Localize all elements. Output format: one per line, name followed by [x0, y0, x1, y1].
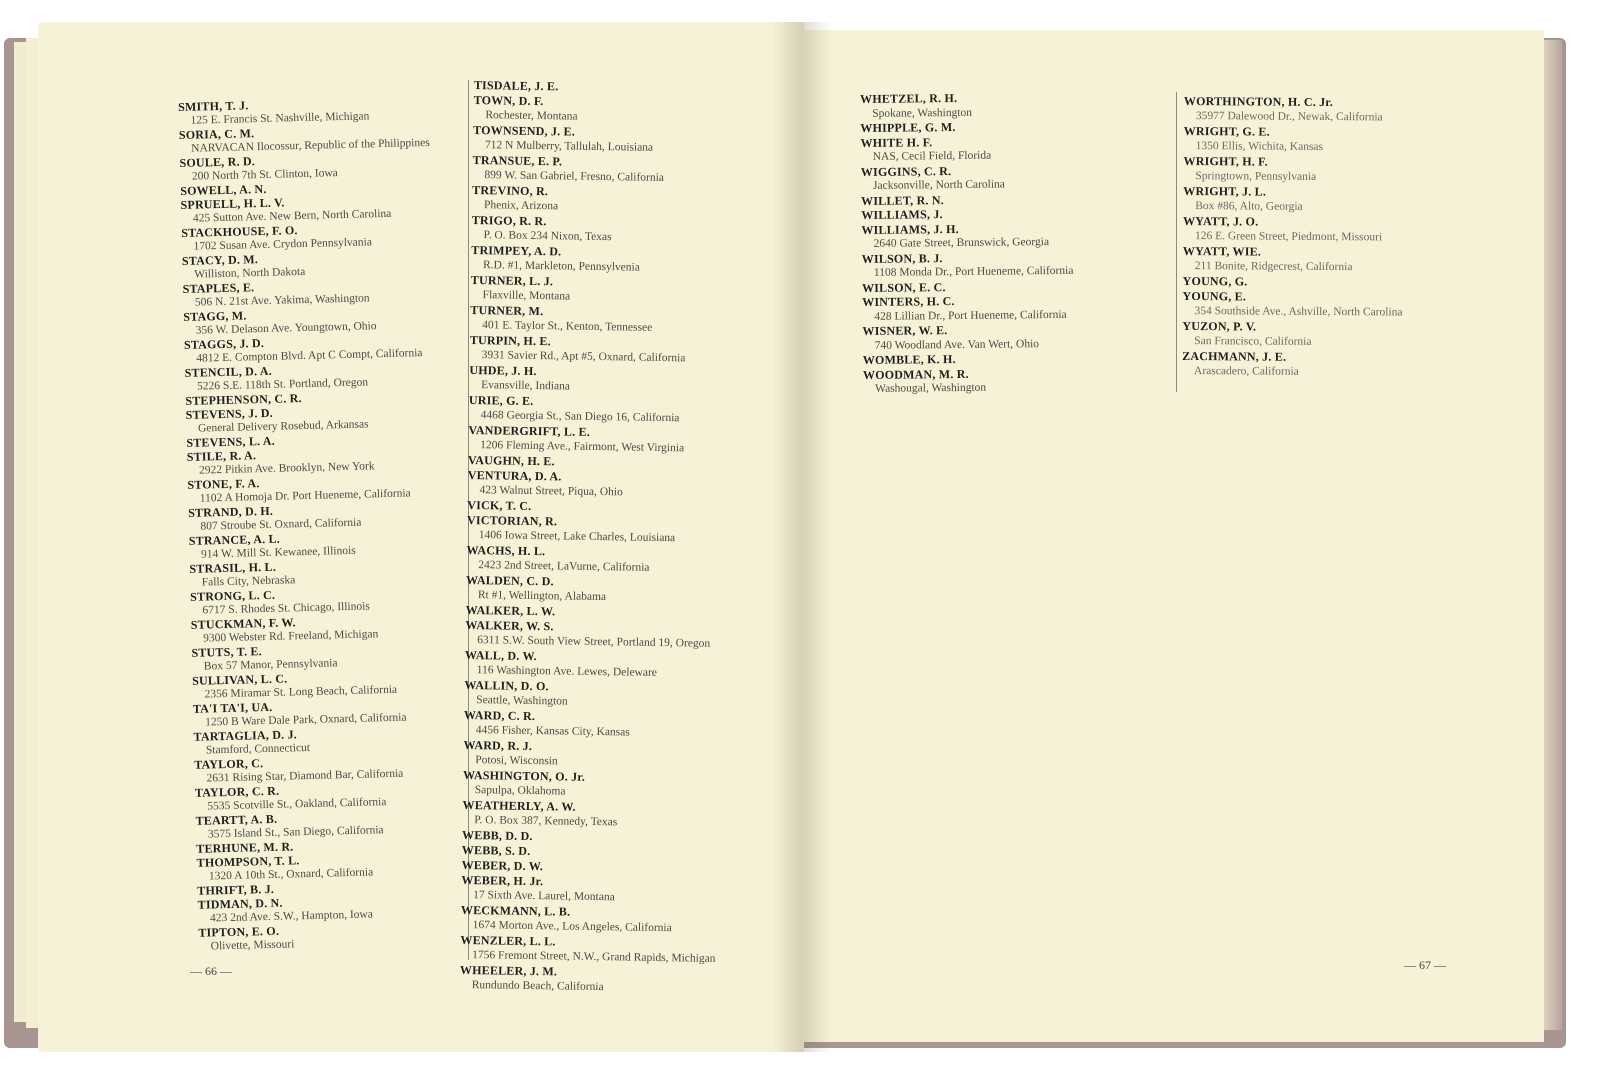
entry-name: STEVENS, L. A.	[186, 433, 276, 450]
entry-name: THRIFT, B. J.	[197, 881, 275, 898]
directory-entry	[862, 248, 1162, 280]
entry-address: 1350 Ellis, Wichita, Kansas	[1195, 140, 1324, 153]
entry-address: 116 Washington Ave. Lewes, Deleware	[476, 664, 658, 679]
entry-name: TREVINO, R.	[472, 182, 549, 199]
entry-name: WRIGHT, J. L.	[1183, 183, 1267, 199]
entry-address: 6311 S.W. South View Street, Portland 19, Oregon	[477, 634, 711, 650]
entry-name: YUZON, P. V.	[1182, 318, 1257, 334]
page-edges-right	[1544, 40, 1562, 1030]
entry-address: 401 E. Taylor St., Kenton, Tennessee	[482, 319, 653, 334]
entry-name: SOWELL, A. N.	[180, 181, 267, 198]
entry-address: 6717 S. Rhodes St. Chicago, Illinois	[202, 600, 370, 617]
entry-name: STAGGS, J. D.	[183, 335, 265, 352]
entry-name: WEBER, D. W.	[461, 857, 544, 874]
entry-name: WECKMANN, L. B.	[460, 902, 571, 919]
entry-name: WILLET, R. N.	[861, 192, 944, 208]
entry-address: 914 W. Mill St. Kewanee, Illinois	[200, 544, 356, 561]
entry-address: 899 W. San Gabriel, Fresno, California	[484, 169, 665, 184]
entry-name: WEBB, S. D.	[461, 842, 531, 858]
entry-name: WIGGINS, C. R.	[860, 163, 952, 179]
entry-address: Springtown, Pennsylvania	[1195, 170, 1317, 183]
book-gutter	[772, 22, 832, 1052]
entry-name: WALDEN, C. D.	[466, 572, 554, 589]
entry-name: WRIGHT, H. F.	[1183, 153, 1268, 169]
page-number-left: — 66 —	[190, 964, 232, 978]
entry-name: ZACHMANN, J. E.	[1182, 348, 1287, 364]
entry-name: TURPIN, H. E.	[469, 332, 551, 349]
entry-address: 1406 Iowa Street, Lake Charles, Louisiana	[478, 529, 676, 545]
directory-entry	[460, 933, 760, 968]
entry-address: 428 Lillian Dr., Port Hueneme, California	[874, 308, 1067, 323]
directory-entry	[471, 243, 771, 278]
entry-address: 1674 Morton Ave., Los Angeles, California	[472, 919, 672, 935]
entry-name: TA'I TA'I, UA.	[192, 699, 273, 716]
entry-name: STENCIL, D. A.	[184, 363, 272, 380]
entry-name: VANDERGRIFT, L. E.	[468, 422, 591, 439]
directory-entry	[1182, 349, 1482, 381]
entry-address: General Delivery Rosebud, Arkansas	[197, 418, 369, 435]
entry-address: 5535 Scotville St., Oakland, California	[207, 796, 387, 813]
directory-entry	[461, 903, 761, 938]
entry-address: 125 E. Francis St. Nashville, Michigan	[190, 110, 370, 127]
directory-entry	[1184, 94, 1484, 126]
entry-name: TIDMAN, D. N.	[197, 895, 283, 912]
entry-address: P. O. Box 387, Kennedy, Texas	[474, 814, 618, 829]
entry-name: YOUNG, E.	[1182, 288, 1247, 304]
entry-name: WEBER, H. Jr.	[461, 872, 544, 889]
entry-name: STAGG, M.	[183, 308, 247, 324]
directory-entry	[465, 648, 765, 683]
directory-entry	[463, 768, 763, 803]
entry-address: Rundundo Beach, California	[471, 979, 604, 994]
directory-entry	[464, 678, 764, 713]
entry-name: TURNER, L. J.	[470, 272, 554, 289]
directory-entry	[860, 89, 1160, 121]
entry-name: WALKER, L. W.	[465, 602, 556, 619]
entry-name: WENZLER, L. L.	[460, 932, 556, 949]
directory-entry	[1182, 319, 1482, 351]
entry-name: TISDALE, J. E.	[473, 78, 559, 94]
entry-name: WILSON, B. J.	[861, 250, 943, 266]
entry-name: STILE, R. A.	[186, 448, 257, 464]
entry-address: 1108 Monda Dr., Port Hueneme, California	[873, 264, 1074, 279]
column-divider-right	[1176, 92, 1177, 392]
entry-address: 2640 Gate Street, Brunswick, Georgia	[873, 236, 1050, 250]
entry-name: VICK, T. C.	[467, 497, 532, 513]
directory-entry	[462, 798, 762, 833]
directory-entry	[473, 123, 773, 158]
entry-name: STUCKMAN, F. W.	[190, 615, 296, 632]
entry-name: THOMPSON, T. L.	[196, 853, 300, 870]
directory-entry	[472, 153, 772, 188]
entry-name: WILSON, E. C.	[861, 279, 946, 295]
entry-name: WYATT, WIE.	[1182, 243, 1262, 259]
entry-name: TRIGO, R. R.	[471, 212, 547, 229]
directory-entry	[862, 292, 1162, 324]
entry-address: Rochester, Montana	[485, 109, 578, 123]
entry-name: TRIMPEY, A. D.	[471, 242, 562, 259]
entry-address: 740 Woodland Ave. Van Wert, Ohio	[874, 337, 1040, 352]
entry-address: Box 57 Manor, Pennsylvania	[203, 657, 338, 673]
entry-address: 3575 Island St., San Diego, California	[207, 824, 384, 841]
entry-name: WEATHERLY, A. W.	[462, 797, 576, 814]
entry-address: 1320 A 10th St., Oxnard, California	[208, 866, 374, 883]
entry-address: 712 N Mulberry, Tallulah, Louisiana	[484, 139, 654, 154]
entry-name: TAYLOR, C. R.	[194, 783, 280, 800]
entry-name: WHETZEL, R. H.	[860, 90, 958, 106]
entry-name: WACHS, H. L.	[466, 542, 546, 559]
directory-entry	[469, 393, 769, 428]
directory-entry	[463, 738, 763, 773]
directory-entry	[470, 273, 770, 308]
entry-address: Stamford, Connecticut	[205, 741, 311, 757]
entry-name: WASHINGTON, O. Jr.	[462, 767, 586, 784]
entry-address: 1250 B Ware Dale Park, Oxnard, California	[205, 711, 407, 729]
directory-entry	[1184, 124, 1484, 156]
directory-entry	[862, 321, 1162, 353]
directory-entry	[1183, 214, 1483, 246]
entry-name: VENTURA, D. A.	[467, 467, 562, 484]
entry-address: 1756 Fremont Street, N.W., Grand Rapids, Michigan	[472, 949, 716, 965]
entry-name: STONE, F. A.	[187, 476, 260, 492]
directory-entry	[860, 132, 1160, 164]
entry-address: 211 Bonite, Ridgecrest, California	[1194, 260, 1353, 274]
entry-address: 356 W. Delason Ave. Youngtown, Ohio	[195, 320, 377, 337]
entry-address: Box #86, Alto, Georgia	[1195, 200, 1303, 213]
entry-address: Potosi, Wisconsin	[475, 754, 558, 768]
entry-address: 807 Stroube St. Oxnard, California	[200, 516, 362, 533]
entry-name: TARTAGLIA, D. J.	[193, 727, 298, 744]
directory-entry	[470, 303, 770, 338]
entry-name: WALLIN, D. O.	[464, 677, 549, 694]
entry-name: WHITE H. F.	[860, 134, 933, 150]
directory-entry	[863, 364, 1163, 396]
entry-name: WALL, D. W.	[464, 647, 537, 664]
entry-address: 354 Southside Ave., Ashville, North Carolina	[1194, 305, 1403, 319]
entry-address: 200 North 7th St. Clinton, Iowa	[191, 167, 338, 183]
directory-entry	[464, 708, 764, 743]
entry-name: WINTERS, H. C.	[862, 294, 955, 309]
entry-address: 9300 Webster Rd. Freeland, Michigan	[203, 628, 379, 645]
entry-address: 2423 2nd Street, LaVurne, California	[478, 559, 650, 574]
entry-address: Jacksonville, North Carolina	[872, 178, 1005, 192]
entry-address: Spokane, Washington	[872, 106, 973, 120]
directory-entry	[861, 219, 1161, 251]
entry-address: R.D. #1, Markleton, Pennsylvenia	[482, 259, 640, 274]
entry-name: STACKHOUSE, F. O.	[181, 223, 298, 240]
entry-name: WILLIAMS, J. H.	[861, 221, 959, 237]
entry-name: WHEELER, J. M.	[459, 962, 558, 979]
directory-entry	[471, 213, 771, 248]
entry-name: WOODMAN, M. R.	[862, 366, 969, 382]
entry-name: STRASIL, H. L.	[189, 559, 277, 576]
entry-address: 4812 E. Compton Blvd. Apt C Compt, California	[196, 347, 423, 365]
entry-name: SORIA, C. M.	[178, 126, 255, 142]
entry-name: WOMBLE, K. H.	[862, 352, 956, 367]
entry-address: Williston, North Dakota	[194, 265, 306, 281]
entry-address: Olivette, Missouri	[210, 938, 295, 953]
directory-column-1	[178, 93, 489, 954]
directory-entry	[472, 183, 772, 218]
entry-name: WILLIAMS, J.	[861, 207, 943, 222]
entry-name: SPRUELL, H. L. V.	[180, 195, 285, 212]
entry-name: STRAND, D. H.	[187, 503, 274, 520]
entry-address: 35977 Dalewood Dr., Newak, California	[1195, 110, 1383, 124]
directory-entry	[467, 513, 767, 548]
entry-name: URIE, G. E.	[468, 392, 534, 408]
entry-name: WARD, C. R.	[463, 707, 536, 724]
entry-name: TEARTT, A. B.	[195, 811, 278, 828]
directory-entry	[460, 963, 760, 998]
entry-address: Phenix, Arizona	[483, 199, 559, 213]
directory-entry	[465, 618, 765, 653]
directory-column-4	[1182, 94, 1484, 381]
entry-address: 3931 Savier Rd., Apt #5, Oxnard, California	[481, 349, 686, 365]
entry-address: 17 Sixth Ave. Laurel, Montana	[473, 889, 615, 904]
entry-name: WRIGHT, G. E.	[1183, 123, 1270, 139]
entry-address: 126 E. Green Street, Piedmont, Missouri	[1194, 230, 1383, 244]
directory-entry	[468, 423, 768, 458]
directory-entry	[467, 468, 767, 503]
directory-entry	[466, 573, 766, 608]
entry-address: Rt #1, Wellington, Alabama	[477, 589, 607, 604]
entry-address: 425 Sutton Ave. New Bern, North Carolina	[192, 207, 392, 225]
directory-entry	[1183, 154, 1483, 186]
entry-address: 1702 Susan Ave. Crydon Pennsylvania	[193, 236, 373, 253]
entry-address: 4456 Fisher, Kansas City, Kansas	[475, 724, 630, 739]
entry-name: STRONG, L. C.	[189, 587, 276, 604]
entry-address: 423 2nd Ave. S.W., Hampton, Iowa	[209, 908, 374, 925]
entry-name: VAUGHN, H. E.	[467, 452, 555, 469]
entry-name: STEVENS, J. D.	[185, 405, 274, 422]
directory-entry	[469, 363, 769, 398]
entry-address: 506 N. 21st Ave. Yakima, Washington	[194, 292, 370, 309]
entry-name: TAYLOR, C.	[194, 756, 264, 772]
directory-column-2	[460, 78, 774, 998]
entry-name: WEBB, D. D.	[461, 827, 533, 844]
entry-address: Seattle, Washington	[476, 694, 568, 708]
entry-address: 4468 Georgia St., San Diego 16, California	[480, 409, 680, 425]
entry-name: TOWN, D. F.	[473, 92, 544, 109]
entry-address: 2631 Rising Star, Diamond Bar, California	[206, 767, 404, 785]
entry-name: WYATT, J. O.	[1183, 213, 1259, 229]
entry-address: Flaxville, Montana	[482, 289, 571, 303]
entry-name: WISNER, W. E.	[862, 323, 948, 338]
entry-name: SMITH, T. J.	[178, 98, 249, 114]
directory-entry	[861, 161, 1161, 193]
entry-name: STUTS, T. E.	[191, 644, 262, 660]
entry-name: TRANSUE, E. P.	[472, 152, 563, 169]
entry-address: P. O. Box 234 Nixon, Texas	[483, 229, 612, 244]
entry-name: YOUNG, G.	[1182, 273, 1248, 289]
entry-name: TERHUNE, M. R.	[196, 839, 294, 856]
directory-entry	[1183, 244, 1483, 276]
entry-name: TIPTON, E. O.	[198, 923, 280, 940]
entry-name: STAPLES, E.	[182, 280, 255, 296]
entry-name: WORTHINGTON, H. C. Jr.	[1183, 94, 1333, 110]
entry-address: Arascadero, California	[1194, 365, 1299, 378]
entry-name: SOULE, R. D.	[179, 154, 256, 170]
entry-address: 2922 Pitkin Ave. Brooklyn, New York	[198, 460, 375, 477]
directory-entry	[1182, 289, 1482, 321]
entry-address: Evansville, Indiana	[481, 379, 571, 393]
entry-name: WARD, R. J.	[463, 737, 533, 753]
entry-address: 2356 Miramar St. Long Beach, California	[204, 683, 398, 701]
directory-column-3	[860, 89, 1163, 397]
entry-address: San Francisco, California	[1194, 335, 1312, 348]
entry-address: NAS, Cecil Field, Florida	[872, 149, 992, 163]
entry-address: Falls City, Nebraska	[201, 574, 296, 589]
entry-name: TOWNSEND, J. E.	[473, 122, 576, 139]
entry-name: TURNER, M.	[470, 302, 544, 319]
entry-name: SULLIVAN, L. C.	[192, 671, 288, 688]
directory-entry	[470, 333, 770, 368]
entry-address: Washougal, Washington	[875, 381, 987, 395]
directory-entry	[461, 873, 761, 908]
entry-name: WALKER, W. S.	[465, 617, 554, 634]
directory-entry	[466, 543, 766, 578]
entry-name: UHDE, J. H.	[469, 362, 537, 379]
entry-address: Sapulpa, Oklahoma	[474, 784, 566, 798]
entry-name: VICTORIAN, R.	[466, 512, 558, 529]
entry-address: 1206 Fleming Ave., Fairmont, West Virginia	[480, 439, 685, 455]
entry-name: STRANCE, A. L.	[188, 531, 281, 548]
entry-address: 5226 S.E. 118th St. Portland, Oregon	[196, 376, 369, 393]
entry-address: 423 Walnut Street, Piqua, Ohio	[479, 484, 623, 499]
directory-entry	[1183, 184, 1483, 216]
entry-name: WHIPPLE, G. M.	[860, 120, 956, 135]
entry-name: STACY, D. M.	[181, 252, 259, 268]
page-number-right: — 67 —	[1404, 958, 1446, 972]
entry-name: STEPHENSON, C. R.	[185, 391, 302, 408]
entry-address: 1102 A Homoja Dr. Port Hueneme, California	[199, 487, 411, 505]
directory-entry	[473, 93, 773, 128]
entry-address: NARVACAN Ilocossur, Republic of the Philippines	[191, 136, 430, 155]
